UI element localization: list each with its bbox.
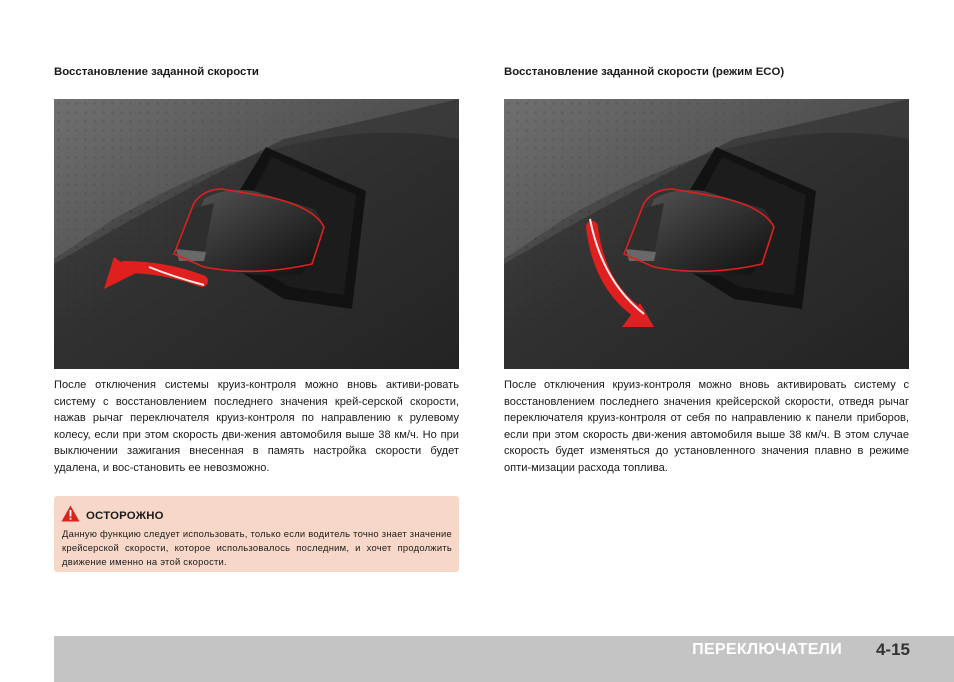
caution-text: Данную функцию следует использовать, только если водитель точно знает значение крейсерской скорости, которое использовалось последним, и хочет продолжить движение именно на этой скорости. — [62, 528, 452, 567]
warning-triangle-icon — [61, 505, 80, 527]
caution-box — [54, 496, 459, 572]
footer-bar — [54, 636, 954, 682]
caution-header — [61, 505, 164, 527]
section-heading-eco: Восстановление заданной скорости (режим ECO) — [504, 66, 785, 78]
body-text-eco: После отключения круиз-контроля можно вновь активировать систему с восстановлением последнего значения крейсерской скорости, отведя рычаг переключателя круиз-контроля от себя по направлению к панели приборов, если при этом скорость дви-жения автомобиля выше 38 км/ч. В этом случае скорость будет изменяться до установленного значения плавно в режиме опти-мизации расхода топлива. — [504, 379, 909, 474]
cruise-control-lever-photo — [54, 99, 459, 369]
footer-section-title: ПЕРЕКЛЮЧАТЕЛИ — [692, 641, 842, 658]
caution-title: ОСТОРОЖНО — [86, 510, 164, 522]
body-text: После отключения системы круиз-контроля можно вновь активи-ровать систему с восстановлением последнего значения крей-серской скорости, нажав рычаг переключателя круиз-контроля по направлению к рулевому колесу, если при этом скорость дви-жения автомобиля выше 38 км/ч. Но при выключении зажигания внесенная в память настройка скорости будет удалена, и вос-становить ее невозможно. — [54, 379, 459, 474]
cruise-control-lever-photo-eco — [504, 99, 909, 369]
page-number: 4-15 — [875, 640, 910, 659]
section-heading: Восстановление заданной скорости — [54, 66, 259, 78]
